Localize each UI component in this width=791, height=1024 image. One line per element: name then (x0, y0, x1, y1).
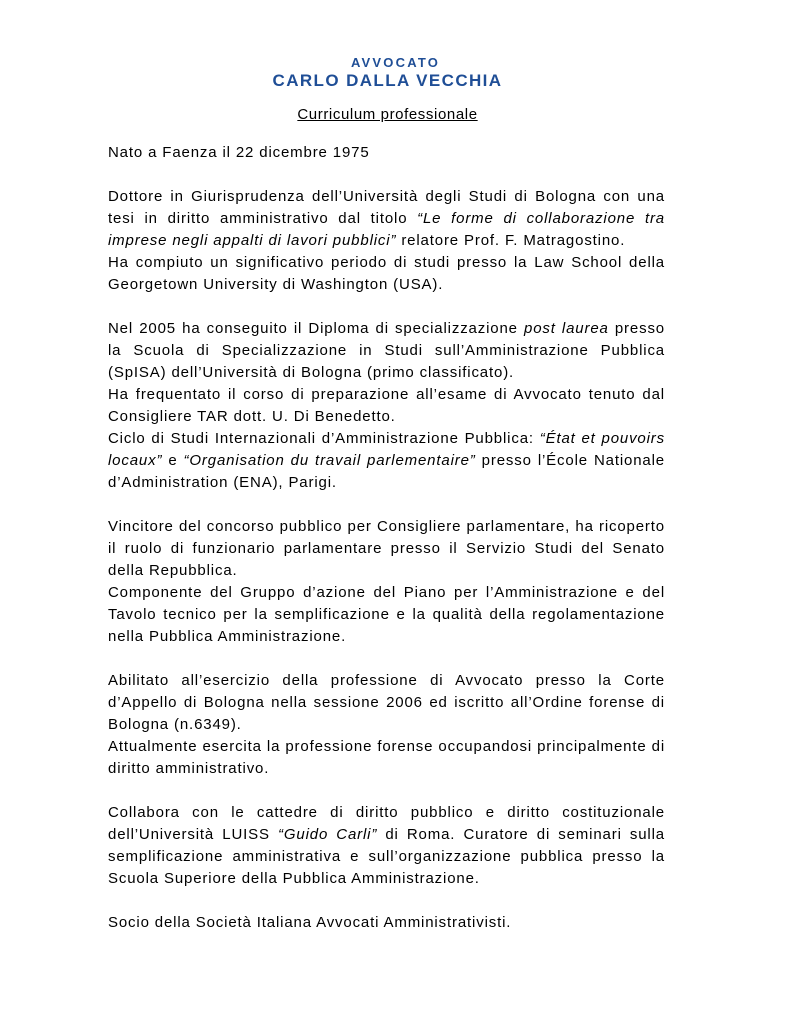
qualification-text: Abilitato all’esercizio della professione di Avvocato presso la Corte d’Appello di Bologna nella sessione 2006 ed iscritto all’Ordine forense di Bologna (n.6349). (108, 672, 665, 733)
senate-paragraph (108, 516, 665, 648)
thesis-title: “Le forme di collaborazione tra imprese negli appalti di lavori pubblici” (108, 210, 665, 249)
birth-text: Nato a Faenza il 22 dicembre 1975 (108, 144, 370, 161)
document-subtitle: Curriculum professionale (297, 106, 478, 123)
ena-suffix: presso l’École Nationale d’Administration (ENA), Parigi. (108, 452, 665, 491)
ena-course-title-1: “État et pouvoirs locaux” (108, 430, 666, 469)
degree-suffix: relatore Prof. F. Matragostino. (396, 232, 626, 249)
degree-prefix: Dottore in Giurisprudenza dell’Università degli Studi di Bologna con una tesi in diritto amministrativo dal titolo (108, 188, 665, 227)
header-full-name: CARLO DALLA VECCHIA (272, 71, 503, 90)
academia-suffix: di Roma. Curatore di seminari sulla semplificazione amministrativa e sull’organizzazione pubblica presso la Scuola Superiore della Pubblica Amministrazione. (108, 826, 665, 887)
header-profession-label: AVVOCATO (350, 55, 441, 70)
education-paragraph (108, 186, 665, 296)
georgetown-text: Ha compiuto un significativo periodo di studi presso la Law School della Georgetown University di Washington (USA). (108, 254, 665, 293)
tar-course-text: Ha frequentato il corso di preparazione all’esame di Avvocato tenuto dal Consigliere TAR dott. U. Di Benedetto. (108, 386, 665, 425)
working-group-text: Componente del Gruppo d’azione del Piano per l’Amministrazione e del Tavolo tecnico per la semplificazione e la qualità della regolamentazione nella Pubblica Amministrazione. (108, 584, 665, 645)
academia-paragraph (108, 802, 665, 890)
ena-prefix: Ciclo di Studi Internazionali d’Amministrazione Pubblica: (108, 430, 540, 447)
university-name-italic: “Guido Carli” (278, 826, 378, 843)
current-practice-text: Attualmente esercita la professione forense occupandosi principalmente di diritto amministrativo. (108, 738, 665, 777)
academia-prefix: Collabora con le cattedre di diritto pubblico e diritto costituzionale dell’Università LUISS (108, 804, 665, 843)
cv-body (108, 142, 665, 956)
birth-paragraph (108, 142, 665, 164)
diploma-suffix: presso la Scuola di Specializzazione in Studi sull’Amministrazione Pubblica (SpISA) dell’Università di Bologna (primo classificato). (108, 320, 665, 381)
ena-course-title-2: “Organisation du travail parlementaire” (183, 452, 476, 469)
bar-paragraph (108, 670, 665, 780)
membership-text: Socio della Società Italiana Avvocati Amministrativisti. (108, 914, 512, 931)
ena-middle: e (162, 452, 184, 469)
membership-paragraph (108, 912, 665, 934)
diploma-italic: post laurea (524, 320, 609, 337)
specialization-paragraph (108, 318, 665, 494)
diploma-prefix: Nel 2005 ha conseguito il Diploma di specializzazione (108, 320, 525, 337)
competition-text: Vincitore del concorso pubblico per Consigliere parlamentare, ha ricoperto il ruolo di funzionario parlamentare presso il Servizio Studi del Senato della Repubblica. (108, 518, 665, 579)
